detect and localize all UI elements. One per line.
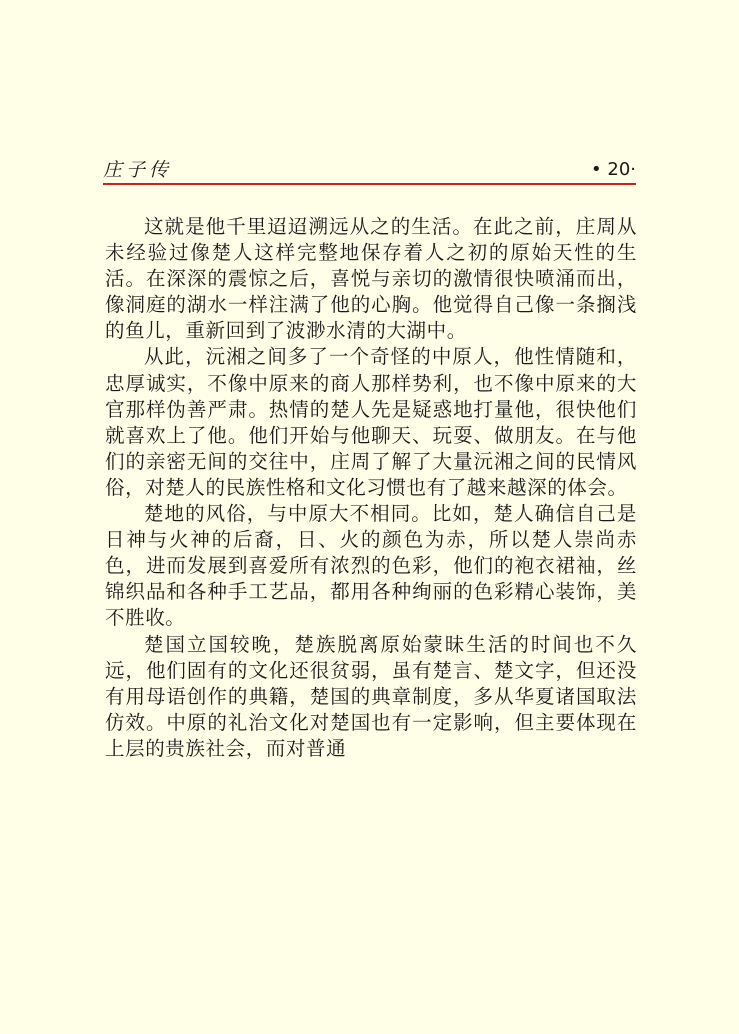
running-header	[103, 158, 636, 184]
body-text	[105, 214, 637, 762]
header-divider	[103, 183, 636, 185]
paragraph: 这就是他千里迢迢溯远从之的生活。在此之前，庄周从未经验过像楚人这样完整地保存着人之初的原始天性的生活。在深深的震惊之后，喜悦与亲切的激情很快喷涌而出，像洞庭的湖水一样注满了他的心胸。他觉得自己像一条搁浅的鱼儿，重新回到了波渺水清的大湖中。	[105, 215, 637, 343]
paragraph: 从此，沅湘之间多了一个奇怪的中原人，他性情随和，忠厚诚实，不像中原来的商人那样势利，也不像中原来的大官那样伪善严肃。热情的楚人先是疑惑地打量他，很快他们就喜欢上了他。他们开始与他聊天、玩耍、做朋友。在与他们的亲密无间的交往中，庄周了解了大量沅湘之间的民情风俗，对楚人的民族性格和文化习惯也有了越来越深的体会。	[105, 345, 637, 499]
page-number: • 20·	[591, 159, 636, 180]
paragraph: 楚地的风俗，与中原大不相同。比如，楚人确信自己是日神与火神的后裔，日、火的颜色为赤，所以楚人崇尚赤色，进而发展到喜爱所有浓烈的色彩，他们的袍衣裙袖，丝锦织品和各种手工艺品，都用各种绚丽的色彩精心装饰，美不胜收。	[105, 502, 637, 630]
paragraph: 楚国立国较晚，楚族脱离原始蒙昧生活的时间也不久远，他们固有的文化还很贫弱，虽有楚言、楚文字，但还没有用母语创作的典籍，楚国的典章制度，多从华夏诸国取法仿效。中原的礼治文化对楚国也有一定影响，但主要体现在上层的贵族社会，而对普通	[105, 632, 637, 760]
book-title: 庄子传	[103, 159, 173, 181]
